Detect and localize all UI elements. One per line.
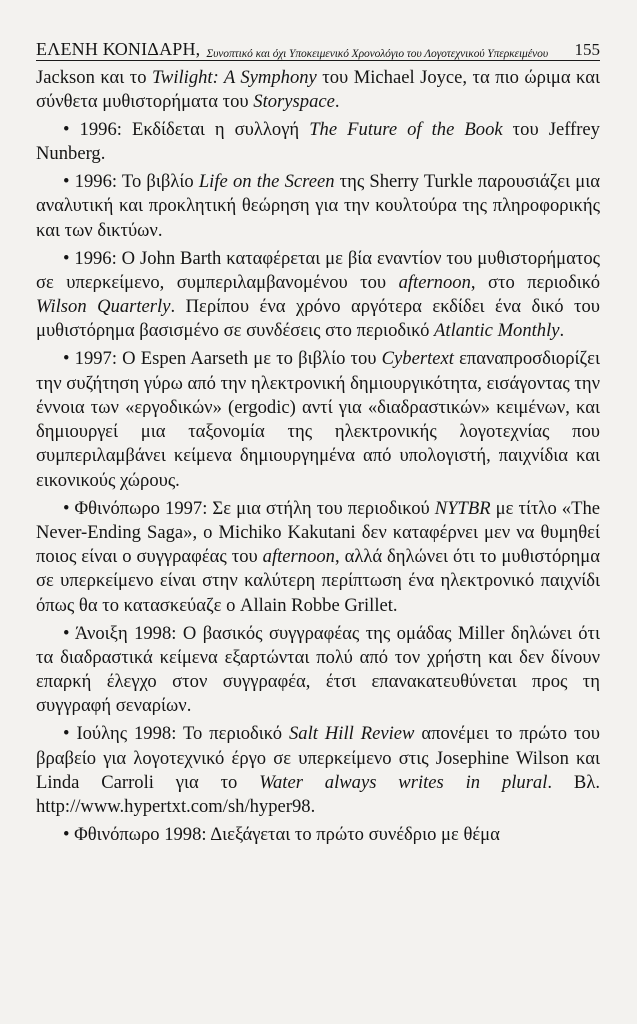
italic-text: Atlantic Monthly bbox=[434, 320, 560, 342]
italic-text: The Future of the Book bbox=[309, 119, 503, 141]
chronology-entry bbox=[36, 722, 600, 819]
continued-paragraph bbox=[36, 66, 600, 115]
italic-text: afternoon bbox=[262, 546, 335, 568]
chronology-entry bbox=[36, 347, 600, 493]
italic-text: Storyspace bbox=[253, 91, 335, 113]
chronology-entry bbox=[36, 823, 600, 847]
text-run: • Φθινόπωρο 1998: Διεξάγεται το πρώτο συνέδριο με θέμα bbox=[63, 823, 500, 845]
italic-text: Wilson Quarterly bbox=[36, 296, 171, 318]
text-run: . bbox=[559, 320, 565, 342]
text-run: του Jeffrey Nunberg. bbox=[36, 119, 600, 165]
text-run: • 1997: Ο Espen Aarseth με το βιβλίο του bbox=[63, 348, 382, 370]
text-run: • Ιούλης 1998: Το περιοδικό bbox=[63, 723, 289, 745]
italic-text: Cybertext bbox=[381, 348, 454, 370]
text-run: , αλλά δηλώνει ότι το μυθιστόρημα σε υπερκείμενο είναι στην καλύτερη περίπτωση ένα ηλεκτρονικό παιχνίδι όπως θα το κατασκεύαζε ο Allain Robbe Grillet. bbox=[36, 546, 600, 616]
text-run: • 1996: Ο John Barth καταφέρεται με βία εναντίον του μυθιστορήματος σε υπερκείμενο, συμπεριλαμβανομένου του bbox=[36, 247, 600, 293]
chronology-entry bbox=[36, 497, 600, 618]
chronology-entry bbox=[36, 247, 600, 344]
chronology-entry bbox=[36, 118, 600, 167]
text-run: Jackson και το bbox=[36, 67, 152, 88]
text-run: επαναπροσδιορίζει την συζήτηση γύρω από την ηλεκτρονική δημιουργικότητα, εισάγοντας την έννοια των «εργοδικών» (ergodic) αντί για «διαδραστικών» κειμένων, και δημιουργεί μια ταξονομία της ηλεκτρονικής λογοτεχνίας που συμπεριλαμβάνει κείμενα δημιουργημένα από υπολογιστή, παιχνίδια και εικονικούς χώρους. bbox=[36, 348, 600, 491]
text-run: • 1996: Το βιβλίο bbox=[63, 171, 199, 193]
italic-text: Water always writes in plural bbox=[259, 771, 548, 793]
text-run: της Sherry Turkle παρουσιάζει μια αναλυτική και προκλητική θεώρηση για την κουλτούρα της πληροφορικής και των δικτύων. bbox=[36, 171, 600, 241]
text-run: • Φθινόπωρο 1997: Σε μια στήλη του περιοδικού bbox=[63, 497, 435, 519]
text-run: . bbox=[334, 91, 340, 113]
running-header bbox=[36, 36, 600, 61]
page-number: 155 bbox=[574, 40, 600, 59]
text-run: με τίτλο «The Never-Ending Saga», ο Michiko Kakutani δεν καταφέρνει μεν να θυμηθεί ποιος είναι ο συγγραφέας του bbox=[36, 497, 601, 568]
header-author: ΕΛΕΝΗ ΚΟΝΙΔΑΡΗ, bbox=[36, 39, 201, 59]
italic-text: afternoon bbox=[398, 271, 471, 293]
page-body bbox=[36, 66, 600, 851]
italic-text: NYTBR bbox=[434, 497, 491, 519]
chronology-entry bbox=[36, 622, 600, 719]
italic-text: Salt Hill Review bbox=[289, 723, 415, 745]
text-run: • Άνοιξη 1998: Ο βασικός συγγραφέας της ομάδας Miller δηλώνει ότι τα διαδραστικά κείμενα εξαρτώνται πολύ από τον χρήστη και δεν δίνουν επαρκή έλεγχο στον συγγραφέα, έτσι επανακατευθύνεται προς τη συγγραφή σεναρίων. bbox=[36, 622, 600, 717]
header-running-title: Συνοπτικό και όχι Υποκειμενικό Χρονολόγιο του Λογοτεχνικού Υπερκειμένου bbox=[206, 48, 548, 60]
chronology-entry bbox=[36, 170, 600, 243]
text-run: . Βλ. http://www.hypertxt.com/sh/hyper98. bbox=[36, 771, 600, 818]
text-run: απονέμει το πρώτο του βραβείο για λογοτεχνικό έργο σε υπερκείμενο στις Josephine Wilson και Linda Carroli για το bbox=[36, 723, 600, 793]
italic-text: Life on the Screen bbox=[198, 171, 335, 193]
text-run: . Περίπου ένα χρόνο αργότερα εκδίδει ένα δικό του μυθιστόρημα βασισμένο σε συνδέσεις στο περιοδικό bbox=[36, 296, 600, 342]
text-run: • 1996: Εκδίδεται η συλλογή bbox=[63, 119, 310, 141]
text-run: , στο περιοδικό bbox=[470, 271, 600, 293]
text-run: του Michael Joyce, τα πιο ώριμα και σύνθετα μυθιστορήματα του bbox=[36, 67, 600, 113]
italic-text: Twilight: A Symphony bbox=[151, 67, 317, 88]
